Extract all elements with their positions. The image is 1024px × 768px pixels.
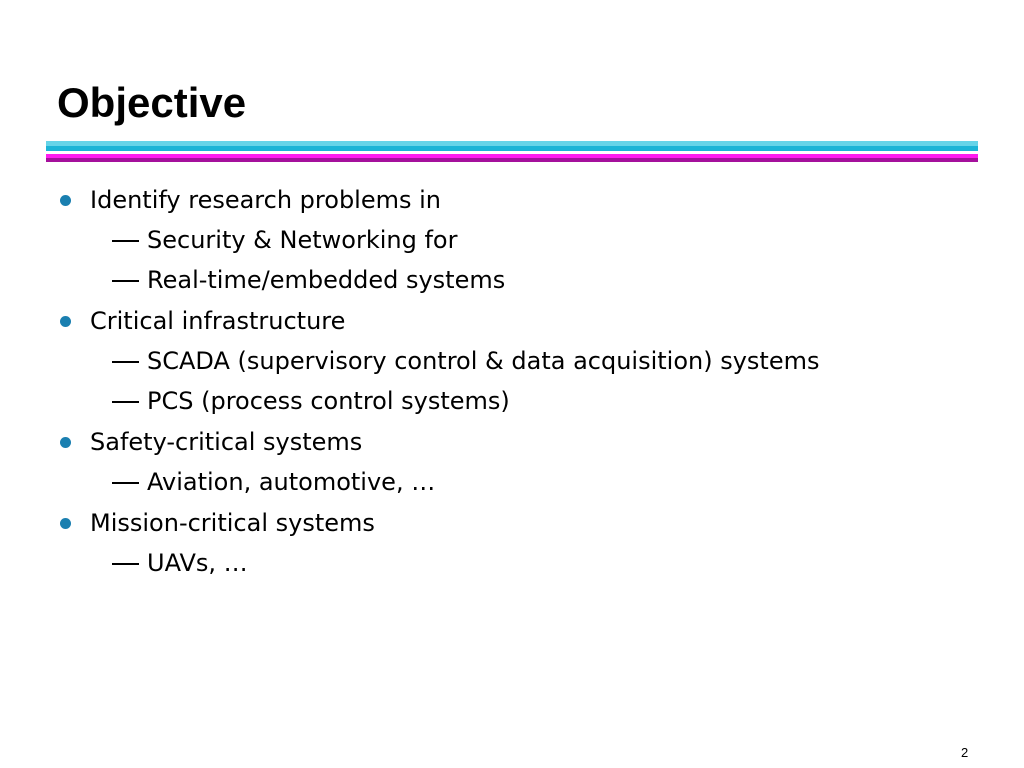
bullet-text: Mission-critical systems: [90, 509, 375, 537]
bullet-dot-icon: [60, 518, 71, 529]
sub-item: [0, 466, 1024, 498]
title-underline-cyan-dark: [46, 146, 978, 151]
bullet-list: [0, 184, 1024, 588]
sub-item-text: Real-time/embedded systems: [147, 266, 506, 294]
sub-item-text: Aviation, automotive, …: [147, 468, 436, 496]
dash-icon: [112, 563, 139, 565]
sub-item-text: PCS (process control systems): [147, 387, 510, 415]
sub-item: [0, 345, 1024, 377]
dash-icon: [112, 280, 139, 282]
bullet-item: [0, 426, 1024, 498]
bullet-dot-icon: [60, 195, 71, 206]
sub-item-text: SCADA (supervisory control & data acquisition) systems: [147, 347, 820, 375]
sub-list: [0, 466, 1024, 498]
bullet-item: [0, 507, 1024, 579]
dash-icon: [112, 401, 139, 403]
bullet-dot-icon: [60, 437, 71, 448]
bullet-item: [0, 305, 1024, 417]
dash-icon: [112, 482, 139, 484]
dash-icon: [112, 361, 139, 363]
sub-list: [0, 224, 1024, 296]
slide-title: Objective: [57, 79, 247, 126]
sub-item: [0, 385, 1024, 417]
bullet-text: Critical infrastructure: [90, 307, 346, 335]
title-underline-magenta-dark: [46, 158, 978, 162]
page-number: 2: [961, 745, 969, 760]
bullet-text: Identify research problems in: [90, 186, 441, 214]
sub-item: [0, 264, 1024, 296]
bullet-item: [0, 184, 1024, 296]
bullet-dot-icon: [60, 316, 71, 327]
sub-list: [0, 345, 1024, 417]
bullet-text: Safety-critical systems: [90, 428, 363, 456]
sub-item: [0, 547, 1024, 579]
dash-icon: [112, 240, 139, 242]
sub-list: [0, 547, 1024, 579]
sub-item-text: UAVs, …: [147, 549, 248, 577]
sub-item-text: Security & Networking for: [147, 226, 458, 254]
sub-item: [0, 224, 1024, 256]
